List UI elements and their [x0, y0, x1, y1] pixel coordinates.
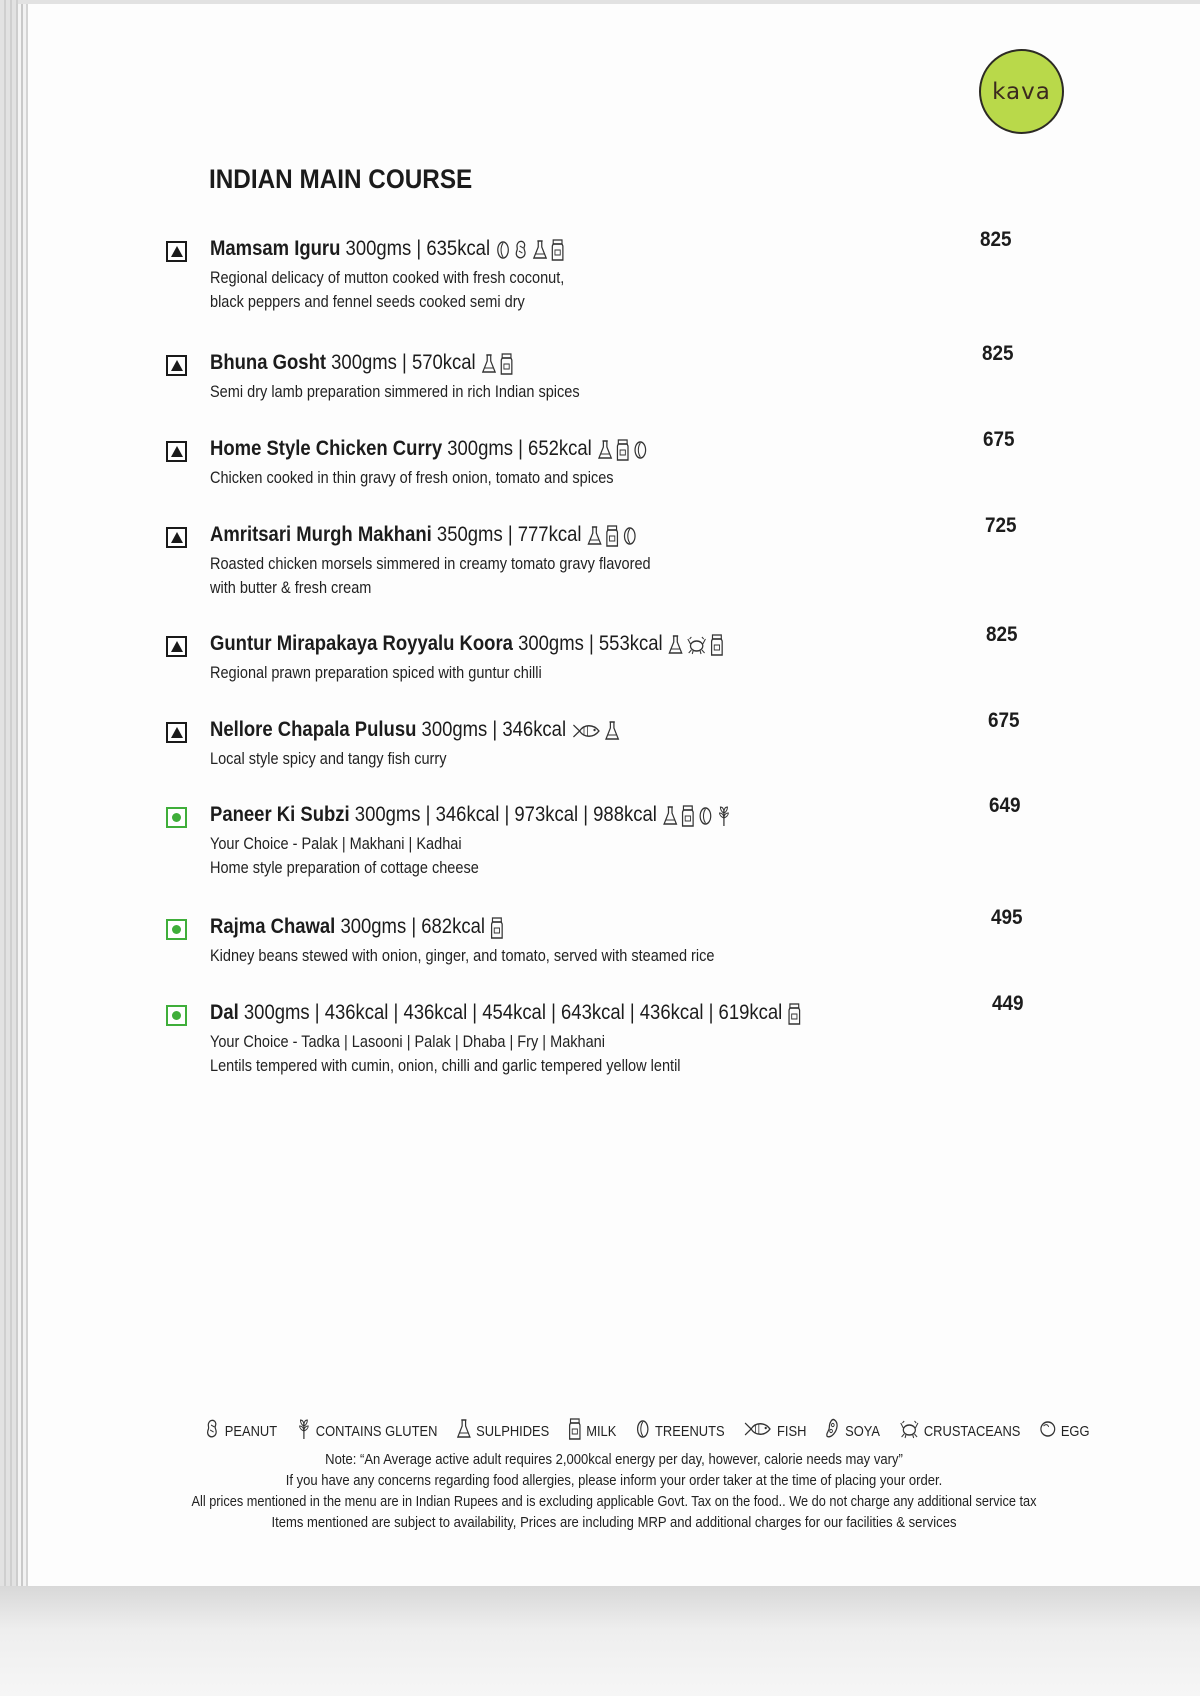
page-edge: [16, 0, 18, 1586]
allergen-icons: [481, 350, 516, 376]
sulphides-icon: [532, 237, 550, 260]
milk-icon: [681, 803, 698, 826]
item-title: [210, 350, 516, 376]
item-portion-calories: 300gms | 436kcal | 436kcal | 454kcal | 643kcal | 436kcal | 619kcal: [238, 1001, 783, 1024]
soya-icon: [825, 1418, 840, 1444]
item-portion-calories: 350gms | 777kcal: [431, 523, 582, 546]
milk-icon: [499, 351, 516, 374]
crustaceans-icon: [899, 1419, 920, 1443]
gluten-icon: [296, 1418, 311, 1444]
non-veg-symbol-icon: [166, 241, 187, 262]
treenuts-icon: [635, 1419, 650, 1443]
veg-symbol-icon: [166, 919, 187, 940]
item-description: Local style spicy and tangy fish curry: [210, 750, 447, 768]
legend-label: EGG: [1060, 1422, 1090, 1440]
item-portion-calories: 300gms | 652kcal: [442, 437, 592, 460]
item-title: [210, 631, 727, 657]
legend-label: SULPHIDES: [476, 1422, 550, 1440]
item-description: Your Choice - Palak | Makhani | Kadhai: [210, 835, 462, 853]
sulphides-icon: [662, 803, 680, 826]
item-title: [210, 717, 622, 743]
item-name: Dal: [210, 1001, 239, 1024]
legend-label: TREENUTS: [655, 1422, 725, 1440]
logo-text: kava: [992, 78, 1051, 105]
peanut-icon: [514, 237, 532, 260]
sulphides-icon: [668, 632, 686, 655]
non-veg-symbol-icon: [166, 722, 187, 743]
peanut-icon: [205, 1419, 220, 1443]
treenuts-icon: [632, 437, 650, 460]
legend-item-milk: [568, 1418, 616, 1444]
non-veg-symbol-icon: [166, 636, 187, 657]
item-price: 649: [989, 794, 1021, 817]
sulphides-icon: [456, 1418, 471, 1444]
milk-icon: [551, 237, 568, 260]
legend-item-fish: [743, 1420, 806, 1442]
item-title: [210, 236, 568, 262]
allergen-legend: [205, 1418, 1102, 1444]
allergen-icons: [662, 802, 734, 828]
item-price: 725: [984, 514, 1017, 537]
sulphides-icon: [587, 523, 605, 546]
item-title: [210, 914, 507, 940]
item-description: Chicken cooked in thin gravy of fresh onion, tomato and spices: [210, 469, 614, 487]
legend-label: PEANUT: [224, 1422, 278, 1440]
allergen-icons: [495, 236, 567, 262]
legend-item-gluten: [296, 1418, 437, 1444]
item-description: Kidney beans stewed with onion, ginger, and tomato, served with steamed rice: [210, 947, 715, 965]
legend-label: SOYA: [845, 1422, 881, 1440]
item-title: [210, 802, 734, 828]
menu-page: [28, 4, 1200, 1586]
legend-label: MILK: [586, 1422, 617, 1440]
allergen-icons: [587, 522, 641, 548]
item-price: 825: [986, 623, 1018, 646]
item-name: Mamsam Iguru: [210, 237, 341, 260]
item-name: Guntur Mirapakaya Royyalu Koora: [210, 632, 513, 655]
treenuts-icon: [495, 237, 513, 260]
sulphides-icon: [481, 351, 499, 374]
note-line: If you have any concerns regarding food allergies, please inform your order taker at the time of placing your order.: [285, 1473, 943, 1489]
item-description: Roasted chicken morsels simmered in creamy tomato gravy flavored: [210, 555, 651, 573]
item-description: with butter & fresh cream: [210, 579, 372, 597]
item-description: Lentils tempered with cumin, onion, chilli and garlic tempered yellow lentil: [210, 1057, 681, 1075]
note-line: All prices mentioned in the menu are in Indian Rupees and is excluding applicable Govt. Tax on the food.. We do not charge any additional service tax: [191, 1494, 1037, 1510]
item-title: [210, 436, 651, 462]
item-portion-calories: 300gms | 346kcal | 973kcal | 988kcal: [349, 803, 657, 826]
milk-icon: [710, 632, 727, 655]
milk-icon: [490, 915, 507, 938]
sulphides-icon: [597, 437, 615, 460]
item-price: 449: [992, 992, 1024, 1015]
item-name: Amritsari Murgh Makhani: [210, 523, 432, 546]
item-description: Your Choice - Tadka | Lasooni | Palak | Dhaba | Fry | Makhani: [210, 1033, 605, 1051]
item-portion-calories: 300gms | 682kcal: [335, 915, 485, 938]
kava-logo: [979, 49, 1064, 134]
menu-notes: [28, 1450, 1200, 1534]
legend-item-peanut: [205, 1419, 277, 1443]
veg-symbol-icon: [166, 1005, 187, 1026]
legend-label: CRUSTACEANS: [923, 1422, 1021, 1440]
item-price: 825: [981, 342, 1014, 365]
non-veg-symbol-icon: [166, 441, 187, 462]
legend-item-sulphides: [456, 1418, 549, 1444]
item-description: Semi dry lamb preparation simmered in rich Indian spices: [210, 383, 580, 401]
fish-icon: [743, 1420, 772, 1442]
legend-label: CONTAINS GLUTEN: [315, 1422, 438, 1440]
treenuts-icon: [697, 803, 715, 826]
item-description: Home style preparation of cottage cheese: [210, 859, 479, 877]
milk-icon: [568, 1418, 582, 1444]
sulphides-icon: [604, 718, 622, 741]
item-price: 675: [983, 428, 1015, 451]
note-line: Items mentioned are subject to availability, Prices are including MRP and additional charges for our facilities & services: [271, 1515, 957, 1531]
item-portion-calories: 300gms | 635kcal: [340, 237, 491, 260]
legend-item-soya: [825, 1418, 880, 1444]
item-portion-calories: 300gms | 553kcal: [512, 632, 663, 655]
note-line: Note: “An Average active adult requires 2,000kcal energy per day, however, calorie needs may vary”: [325, 1452, 903, 1468]
item-name: Rajma Chawal: [210, 915, 336, 938]
allergen-icons: [668, 631, 727, 657]
item-price: 675: [987, 709, 1020, 732]
legend-label: FISH: [777, 1422, 807, 1440]
item-description: black peppers and fennel seeds cooked semi dry: [210, 293, 525, 311]
item-name: Nellore Chapala Pulusu: [210, 718, 417, 741]
item-description: Regional delicacy of mutton cooked with fresh coconut,: [210, 269, 565, 287]
item-name: Paneer Ki Subzi: [210, 803, 350, 826]
page-edge: [10, 0, 12, 1586]
allergen-icons: [490, 914, 507, 940]
allergen-icons: [597, 436, 651, 462]
item-portion-calories: 300gms | 570kcal: [326, 351, 476, 374]
item-price: 495: [990, 906, 1023, 929]
item-name: Bhuna Gosht: [210, 351, 327, 374]
item-price: 825: [980, 228, 1012, 251]
non-veg-symbol-icon: [166, 355, 187, 376]
milk-icon: [788, 1001, 805, 1024]
page-edge: [4, 0, 6, 1586]
milk-icon: [616, 437, 633, 460]
item-title: [210, 1000, 804, 1026]
crustaceans-icon: [686, 632, 710, 655]
item-description: Regional prawn preparation spiced with guntur chilli: [210, 664, 542, 682]
milk-icon: [605, 523, 622, 546]
gluten-icon: [716, 803, 734, 826]
legend-item-treenuts: [635, 1419, 724, 1443]
item-portion-calories: 300gms | 346kcal: [416, 718, 567, 741]
legend-item-crustaceans: [899, 1419, 1020, 1443]
non-veg-symbol-icon: [166, 527, 187, 548]
allergen-icons: [571, 717, 622, 743]
item-name: Home Style Chicken Curry: [210, 437, 443, 460]
section-heading: INDIAN MAIN COURSE: [209, 164, 473, 194]
allergen-icons: [788, 1000, 805, 1026]
legend-item-egg: [1039, 1420, 1089, 1442]
item-title: [210, 522, 640, 548]
egg-icon: [1039, 1420, 1056, 1442]
scan-shadow: [0, 1586, 1200, 1696]
fish-icon: [571, 718, 604, 741]
treenuts-icon: [622, 523, 640, 546]
veg-symbol-icon: [166, 807, 187, 828]
